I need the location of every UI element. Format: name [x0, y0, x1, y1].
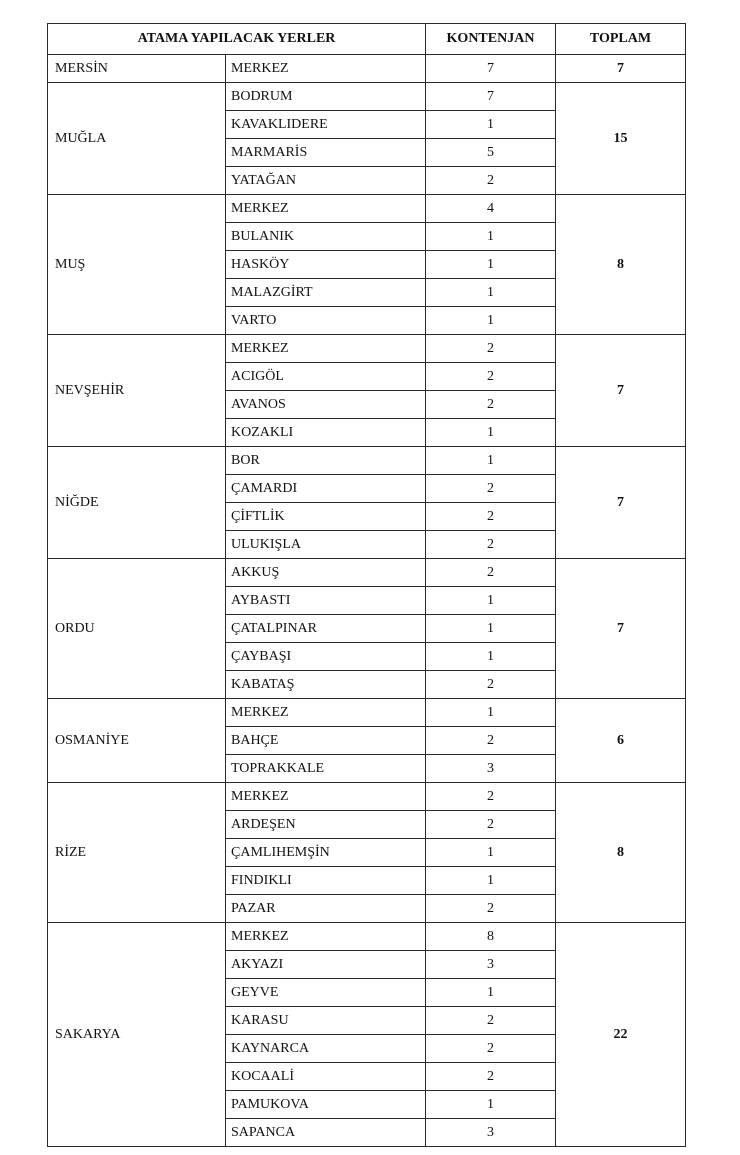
district-name: MERKEZ — [226, 55, 426, 83]
province-total: 22 — [556, 923, 686, 1147]
province-name: OSMANİYE — [48, 699, 226, 783]
district-name: PAMUKOVA — [226, 1091, 426, 1119]
province-total: 7 — [556, 559, 686, 699]
district-name: BULANIK — [226, 223, 426, 251]
district-quota: 2 — [426, 335, 556, 363]
table-row — [48, 83, 686, 111]
district-quota: 1 — [426, 307, 556, 335]
district-name: MERKEZ — [226, 195, 426, 223]
province-name: MUŞ — [48, 195, 226, 335]
table-body — [48, 55, 686, 1147]
district-name: AKYAZI — [226, 951, 426, 979]
district-quota: 1 — [426, 615, 556, 643]
district-quota: 1 — [426, 839, 556, 867]
district-name: ÇATALPINAR — [226, 615, 426, 643]
district-quota: 2 — [426, 531, 556, 559]
district-name: YATAĞAN — [226, 167, 426, 195]
district-name: FINDIKLI — [226, 867, 426, 895]
table-row — [48, 559, 686, 587]
district-name: MERKEZ — [226, 335, 426, 363]
province-name: NEVŞEHİR — [48, 335, 226, 447]
district-name: ULUKIŞLA — [226, 531, 426, 559]
district-name: VARTO — [226, 307, 426, 335]
table-row — [48, 335, 686, 363]
province-total: 7 — [556, 447, 686, 559]
district-quota: 1 — [426, 419, 556, 447]
table-row — [48, 55, 686, 83]
province-total: 6 — [556, 699, 686, 783]
district-name: ÇAYBAŞI — [226, 643, 426, 671]
district-name: BAHÇE — [226, 727, 426, 755]
district-quota: 2 — [426, 391, 556, 419]
district-name: BODRUM — [226, 83, 426, 111]
district-quota: 3 — [426, 951, 556, 979]
district-name: KOZAKLI — [226, 419, 426, 447]
district-name: KARASU — [226, 1007, 426, 1035]
district-name: AVANOS — [226, 391, 426, 419]
district-quota: 1 — [426, 279, 556, 307]
header-total: TOPLAM — [556, 24, 686, 55]
province-total: 8 — [556, 783, 686, 923]
district-name: ÇAMLIHEMŞİN — [226, 839, 426, 867]
district-name: PAZAR — [226, 895, 426, 923]
district-name: MALAZGİRT — [226, 279, 426, 307]
province-total: 8 — [556, 195, 686, 335]
province-name: MERSİN — [48, 55, 226, 83]
province-total: 7 — [556, 335, 686, 447]
district-name: KAYNARCA — [226, 1035, 426, 1063]
district-name: MERKEZ — [226, 783, 426, 811]
district-name: MERKEZ — [226, 923, 426, 951]
district-quota: 2 — [426, 167, 556, 195]
district-quota: 7 — [426, 83, 556, 111]
table-row — [48, 195, 686, 223]
district-name: BOR — [226, 447, 426, 475]
table-row — [48, 783, 686, 811]
district-quota: 3 — [426, 1119, 556, 1147]
table-row — [48, 447, 686, 475]
province-total: 15 — [556, 83, 686, 195]
district-quota: 1 — [426, 251, 556, 279]
district-quota: 2 — [426, 1007, 556, 1035]
district-quota: 2 — [426, 1035, 556, 1063]
district-quota: 2 — [426, 727, 556, 755]
table-row — [48, 923, 686, 951]
district-name: GEYVE — [226, 979, 426, 1007]
district-quota: 1 — [426, 643, 556, 671]
district-quota: 3 — [426, 755, 556, 783]
district-quota: 2 — [426, 671, 556, 699]
district-name: KAVAKLIDERE — [226, 111, 426, 139]
district-name: MARMARİS — [226, 139, 426, 167]
district-quota: 2 — [426, 783, 556, 811]
district-quota: 8 — [426, 923, 556, 951]
province-total: 7 — [556, 55, 686, 83]
district-name: KABATAŞ — [226, 671, 426, 699]
province-name: SAKARYA — [48, 923, 226, 1147]
district-name: ÇAMARDI — [226, 475, 426, 503]
province-name: ORDU — [48, 559, 226, 699]
district-name: SAPANCA — [226, 1119, 426, 1147]
district-quota: 2 — [426, 503, 556, 531]
district-name: HASKÖY — [226, 251, 426, 279]
district-quota: 2 — [426, 811, 556, 839]
header-places: ATAMA YAPILACAK YERLER — [48, 24, 426, 55]
province-name: NİĞDE — [48, 447, 226, 559]
district-quota: 1 — [426, 699, 556, 727]
district-quota: 1 — [426, 223, 556, 251]
district-quota: 1 — [426, 1091, 556, 1119]
district-name: AYBASTI — [226, 587, 426, 615]
district-quota: 2 — [426, 895, 556, 923]
district-name: ACIGÖL — [226, 363, 426, 391]
district-name: KOCAALİ — [226, 1063, 426, 1091]
province-name: MUĞLA — [48, 83, 226, 195]
district-quota: 2 — [426, 1063, 556, 1091]
district-quota: 1 — [426, 447, 556, 475]
district-quota: 1 — [426, 867, 556, 895]
district-quota: 1 — [426, 111, 556, 139]
header-quota: KONTENJAN — [426, 24, 556, 55]
district-name: ARDEŞEN — [226, 811, 426, 839]
assignment-quota-table — [47, 23, 686, 1147]
district-name: AKKUŞ — [226, 559, 426, 587]
table-row — [48, 699, 686, 727]
district-name: TOPRAKKALE — [226, 755, 426, 783]
district-quota: 7 — [426, 55, 556, 83]
district-name: ÇİFTLİK — [226, 503, 426, 531]
table-header-row — [48, 24, 686, 55]
district-name: MERKEZ — [226, 699, 426, 727]
district-quota: 1 — [426, 979, 556, 1007]
province-name: RİZE — [48, 783, 226, 923]
district-quota: 2 — [426, 475, 556, 503]
district-quota: 2 — [426, 559, 556, 587]
district-quota: 2 — [426, 363, 556, 391]
district-quota: 1 — [426, 587, 556, 615]
district-quota: 4 — [426, 195, 556, 223]
district-quota: 5 — [426, 139, 556, 167]
